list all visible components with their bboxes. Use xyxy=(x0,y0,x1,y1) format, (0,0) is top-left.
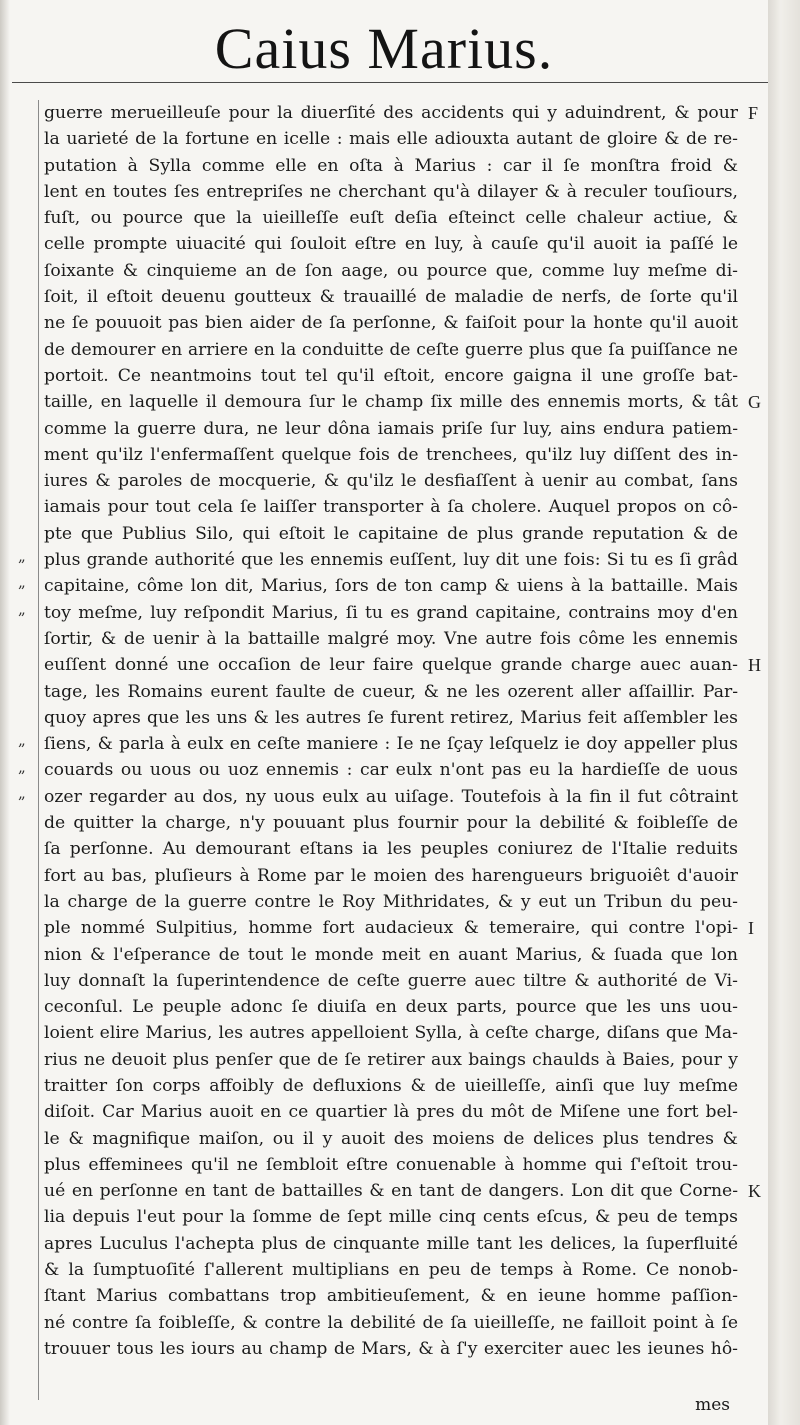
quote-mark: „ xyxy=(18,599,26,618)
text-line: ple nommé Sulpitius, homme fort audacieux & temeraire, qui contre l'opi- xyxy=(44,918,738,939)
margin-letter: K xyxy=(748,1181,761,1202)
text-line: ſa perſonne. Au demourant eſtans ia les peuples coniurez de l'Italie reduits xyxy=(44,839,738,860)
text-line: plus grande authorité que les ennemis euſſent, luy dit une fois: Si tu es ſi grâd xyxy=(44,550,738,571)
quote-mark: „ xyxy=(18,731,26,750)
text-line: putation à Sylla comme elle en oſta à Marius : car il ſe monſtra froid & xyxy=(44,155,738,176)
running-title: Caius Marius. xyxy=(214,16,554,81)
text-line: ceconſul. Le peuple adonc ſe diuiſa en deux parts, pource que les uns uou- xyxy=(44,997,738,1018)
text-line: pte que Publius Silo, qui eſtoit le capitaine de plus grande reputation & de xyxy=(44,523,738,544)
text-line: guerre merueilleuſe pour la diuerſité des accidents qui y aduindrent, & pour xyxy=(44,103,738,123)
page-edge xyxy=(768,0,800,1425)
text-line: taille, en laquelle il demoura ſur le champ ſix mille des ennemis morts, & tât xyxy=(44,392,738,413)
text-line: la charge de la guerre contre le Roy Mithridates, & y eut un Tribun du peu- xyxy=(44,891,738,912)
margin-letter: G xyxy=(748,392,761,413)
text-line: portoit. Ce neantmoins tout tel qu'il eſtoit, encore gaigna il une groſſe bat- xyxy=(44,365,738,386)
catchword: mes xyxy=(695,1395,730,1415)
text-line: plus effeminees qu'il ne ſembloit eſtre conuenable à homme qui ſ'eſtoit trou- xyxy=(44,1154,738,1175)
margin-letter: F xyxy=(748,103,759,123)
text-line: comme la guerre dura, ne leur dôna iamais priſe ſur luy, ains endura patiem- xyxy=(44,418,738,439)
quote-mark: „ xyxy=(18,757,26,776)
quote-mark: „ xyxy=(18,547,26,566)
text-line: iures & paroles de mocquerie, & qu'ilz le desfiaſſent à uenir au combat, ſans xyxy=(44,471,738,492)
quote-mark: „ xyxy=(18,783,26,802)
text-line: celle prompte uiuacité qui ſouloit eſtre en luy, à cauſe qu'il auoit ia paſſé le xyxy=(44,234,738,255)
text-line: iamais pour tout cela ſe laiſſer transporter à ſa cholere. Auquel propos on cô- xyxy=(44,497,738,518)
text-line: euſſent donné une occaſion de leur faire quelque grande charge auec auan- xyxy=(44,655,738,676)
text-line: ué en perſonne en tant de battailles & en tant de dangers. Lon dit que Corne- xyxy=(44,1181,738,1202)
margin-letter: H xyxy=(748,655,761,676)
text-line: luy donnaſt la ſuperintendence de ceſte guerre auec tiltre & authorité de Vi- xyxy=(44,970,738,991)
margin-rule xyxy=(38,100,39,1400)
header-rule xyxy=(12,82,782,83)
text-body xyxy=(44,100,738,1362)
text-line: ozer regarder au dos, ny uous eulx au uiſage. Toutefois à la fin il fut côtraint xyxy=(44,786,738,807)
text-line: diſoit. Car Marius auoit en ce quartier là pres du môt de Miſene une fort bel- xyxy=(44,1102,738,1123)
text-line: ſortir, & de uenir à la battaille malgré moy. Vne autre fois côme les ennemis xyxy=(44,628,738,649)
text-line: traitter ſon corps affoibly de defluxions & de uieilleſſe, ainſi que luy meſme xyxy=(44,1075,738,1096)
text-line: de demourer en arriere en la conduitte de ceſte guerre plus que ſa puiſſance ne xyxy=(44,339,738,360)
text-line: rius ne deuoit plus penſer que de ſe retirer aux baings chaulds à Baies, pour y xyxy=(44,1049,738,1070)
text-line: lent en toutes ſes entrepriſes ne cherchant qu'à dilayer & à reculer touſiours, xyxy=(44,181,738,202)
text-line: toy meſme, luy reſpondit Marius, ſi tu es grand capitaine, contrains moy d'en xyxy=(44,602,738,623)
page-binding-shadow xyxy=(0,0,10,1425)
text-line: la uarieté de la fortune en icelle : mais elle adiouxta autant de gloire & de re- xyxy=(44,129,738,150)
text-line: capitaine, côme lon dit, Marius, ſors de ton camp & uiens à la battaille. Mais xyxy=(44,576,738,597)
text-line: quoy apres que les uns & les autres ſe furent retirez, Marius feit aſſembler les xyxy=(44,707,738,728)
text-line: tage, les Romains eurent faulte de cueur, & ne les ozerent aller aſſaillir. Par- xyxy=(44,681,738,702)
text-line: & la ſumptuoſité ſ'allerent multiplians en peu de temps à Rome. Ce nonob- xyxy=(44,1260,738,1281)
text-line: couards ou uous ou uoz ennemis : car eulx n'ont pas eu la hardieſſe de uous xyxy=(44,760,738,781)
quote-mark: „ xyxy=(18,573,26,592)
text-line: apres Luculus l'achepta plus de cinquante mille tant les delices, la ſuperfluité xyxy=(44,1233,738,1254)
text-line: nion & l'eſperance de tout le monde meit en auant Marius, & ſuada que lon xyxy=(44,944,738,965)
text-line: trouuer tous les iours au champ de Mars, & à ſ'y exerciter auec les ieunes hô- xyxy=(44,1338,738,1359)
text-line: ment qu'ilz l'enfermaſſent quelque fois de trenchees, qu'ilz luy diſſent des in- xyxy=(44,444,738,465)
text-line: ne ſe pouuoit pas bien aider de ſa perſonne, & faiſoit pour la honte qu'il auoit xyxy=(44,313,738,334)
text-line: le & magnifique maiſon, ou il y auoit des moiens de delices plus tendres & xyxy=(44,1128,738,1149)
text-line: fuſt, ou pource que la uieilleſſe euſt deſia eſteinct celle chaleur actiue, & xyxy=(44,208,738,229)
text-line: ſoixante & cinquieme an de ſon aage, ou pource que, comme luy meſme di- xyxy=(44,260,738,281)
text-line: loient elire Marius, les autres appelloient Sylla, à ceſte charge, diſans que Ma- xyxy=(44,1023,738,1044)
text-line: ſiens, & parla à eulx en ceſte maniere : Ie ne ſçay leſquelz ie doy appeller plus xyxy=(44,734,738,755)
text-line: né contre ſa foibleſſe, & contre la debilité de ſa uieilleſſe, ne failloit point à ſe xyxy=(44,1312,738,1333)
text-line: ſoit, il eſtoit deuenu goutteux & trauaillé de maladie de nerfs, de ſorte qu'il xyxy=(44,287,738,308)
text-line: ſtant Marius combattans trop ambitieuſement, & en ieune homme paſſion- xyxy=(44,1286,738,1307)
text-line: lia depuis l'eut pour la ſomme de ſept mille cinq cents eſcus, & peu de temps xyxy=(44,1207,738,1228)
text-line: fort au bas, pluſieurs à Rome par le moien des harengueurs briguoiêt d'auoir xyxy=(44,865,738,886)
margin-letter: I xyxy=(748,918,754,939)
text-line: de quitter la charge, n'y pouuant plus fournir pour la debilité & foibleſſe de xyxy=(44,813,738,834)
